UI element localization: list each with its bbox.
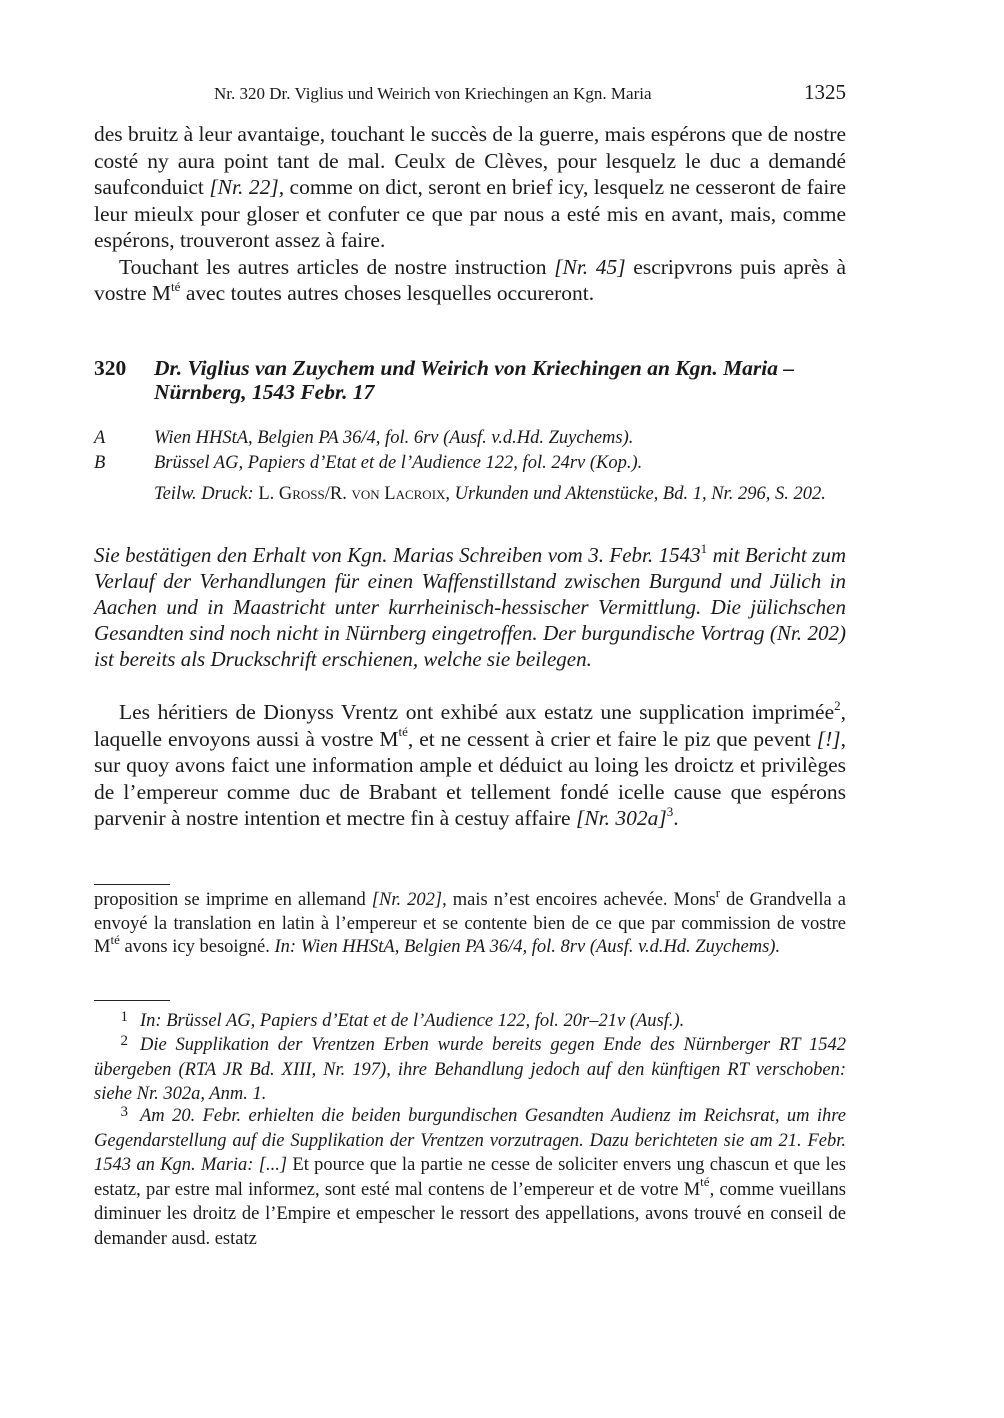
paragraph: Touchant les autres articles de nostre instruction [Nr. 45] escripvrons puis après à vostre $M^{té}$ avec toutes autres choses lesquelles occureront. [94, 254, 846, 305]
page-header [94, 80, 846, 108]
variant-note: proposition se imprime en allemand [Nr. 202], mais n’est encoires achevée. Mons$^r$ de Grandvella a envoyé la translation en latin à l’empereur et se contente bien de ce que par commission de vostre $M^{té}$ avons icy besoigné. In: Wien HHStA, Belgien PA 36/4, fol. 8rv (Ausf. v.d.Hd. Zuychems). [94, 884, 847, 957]
footnote: 3 Am 20. Febr. erhielten die beiden burgundischen Gesandten Audienz im Reichsrat, um ihre Gegendarstellung auf die Supplikation der Vrentzen vorzutragen. Dazu berichteten sie am 21. Febr. 1543 an Kgn. Maria: [...] Et pource que la partie ne cesse de soliciter envers ung chascun et que les estatz, par estre mal informez, sont esté mal contens de l’empereur et de votre $M^{té}$, comme vueillans diminuer les droitz de l’Empire et empescher le ressort des appellations, avons trouvé en conseil de demander ausd. estatz [94, 1104, 847, 1249]
print-reference: Teilw. Druck: L. Groß/R. von Lacroix, Urkunden und Aktenstücke, Bd. 1, Nr. 296, S. 202. [154, 484, 826, 504]
source-b: B Brüssel AG, Papiers d’Etat et de l’Audience 122, fol. 24rv (Kop.). [94, 453, 643, 473]
document-number: 320 [94, 356, 127, 380]
divider [94, 1000, 170, 1001]
source-a: A Wien HHStA, Belgien PA 36/4, fol. 6rv (Ausf. v.d.Hd. Zuychems). [94, 428, 634, 448]
continuation-paragraph [94, 121, 846, 307]
divider [94, 884, 170, 885]
running-head: Nr. 320 Dr. Viglius und Weirich von Kriechingen an Kgn. Maria [214, 84, 652, 103]
footnote: 2 Die Supplikation der Vrentzen Erben wurde bereits gegen Ende des Nürnberger RT 1542 übergeben (RTA JR Bd. XIII, Nr. 197), ihre Behandlung jedoch auf den künftigen RT verschoben: siehe Nr. 302a, Anm. 1. [94, 1033, 846, 1104]
document-title: Dr. Viglius van Zuychem und Weirich von Kriechingen an Kgn. Maria – Nürnberg, 1543 Febr. 17 [154, 356, 795, 404]
document-heading [94, 356, 846, 404]
regest: Sie bestätigen den Erhalt von Kgn. Marias Schreiben vom 3. Febr. 1543$^1$ mit Bericht zum Verlauf der Verhandlungen für einen Waffenstillstand zwischen Burgund und Jülich in Aachen und in Maastricht unter kurrheinisch-hessischer Vermittlung. Die jülichschen Gesandten sind noch nicht in Nürnberg eingetroffen. Der burgundische Vortrag (Nr. 202) ist bereits als Druckschrift erschienen, welche sie beilegen. [94, 541, 847, 671]
paragraph: des bruitz à leur avantaige, touchant le succès de la guerre, mais espérons que de nostre costé ny aura point tant de mal. Ceulx de Clèves, pour lesquelz le duc a demandé saufconduict [Nr. 22], comme on dict, seront en brief icy, lesquelz ne cesseront de faire leur mieulx pour gloser et confuter ce que par nous a esté mis en avant, mais, comme espérons, trouveront assez à faire. [94, 122, 846, 252]
footnote: 1 In: Brüssel AG, Papiers d’Etat et de l’Audience 122, fol. 20r–21v (Ausf.). [120, 1009, 685, 1031]
main-text: Les héritiers de Dionyss Vrentz ont exhibé aux estatz une supplication imprimée$^2$, laquelle envoyons aussi à vostre $M^{té}$, et ne cessent à crier et faire le piz que pevent [!], sur quoy avons faict une information ample et déduict au loing les droictz et privilèges de l’empereur comme duc de Brabant et tellement fondé icelle cause que espérons parvenir à nostre intention et mectre fin à cestuy affaire [Nr. 302a]$^3$. [94, 697, 846, 830]
page-number: 1325 [804, 80, 846, 104]
